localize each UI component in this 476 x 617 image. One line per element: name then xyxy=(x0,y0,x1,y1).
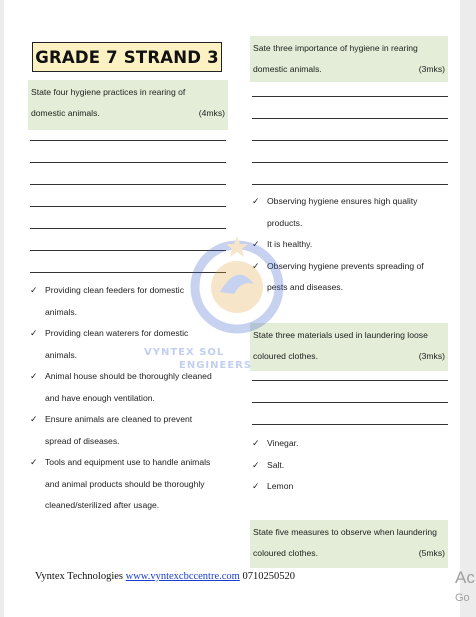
list-item-text: products. xyxy=(267,217,303,228)
answer-line[interactable] xyxy=(30,272,226,273)
check-icon: ✓ xyxy=(30,328,38,338)
list-item xyxy=(252,476,450,498)
list-item-text: Providing clean waterers for domestic xyxy=(45,328,189,338)
question-text-line1: Sate three importance of hygiene in rearing xyxy=(253,43,418,53)
list-item xyxy=(30,323,230,345)
list-item xyxy=(252,455,450,477)
check-icon: ✓ xyxy=(252,438,260,448)
question-importance-of-hygiene xyxy=(250,36,448,82)
page-title: GRADE 7 STRAND 3 xyxy=(32,42,222,72)
list-item-text: Providing clean feeders for domestic xyxy=(45,285,185,295)
list-item xyxy=(252,191,450,213)
answer-line[interactable] xyxy=(30,206,226,207)
question-marks: (5mks) xyxy=(418,548,445,558)
list-item-text: Vinegar. xyxy=(267,438,299,448)
answer-line[interactable] xyxy=(30,162,226,163)
answer-line[interactable] xyxy=(30,140,226,141)
watermark-text: ENGINEERS xyxy=(179,360,253,371)
check-icon: ✓ xyxy=(252,481,260,491)
activate-windows-sub: Go xyxy=(455,592,470,604)
list-item xyxy=(30,431,230,453)
list-item-text: animals. xyxy=(45,349,77,360)
answer-line[interactable] xyxy=(252,424,448,425)
list-item xyxy=(30,280,230,302)
list-item xyxy=(30,388,230,410)
list-item xyxy=(30,409,230,431)
answer-line[interactable] xyxy=(30,250,226,251)
question-text-line2: coloured clothes. xyxy=(253,548,318,558)
list-item-text: spread of diseases. xyxy=(45,435,120,446)
check-icon: ✓ xyxy=(252,260,260,271)
question-laundering-measures xyxy=(250,520,448,568)
footer xyxy=(35,571,295,582)
list-item xyxy=(30,302,230,324)
check-icon: ✓ xyxy=(30,457,38,467)
check-icon: ✓ xyxy=(30,371,38,381)
answer-line[interactable] xyxy=(252,140,448,141)
footer-website-link[interactable]: www.vyntexcbccentre.com xyxy=(125,571,240,582)
answer-list-hygiene-practices xyxy=(30,280,230,517)
question-text-line1: State five measures to observe when laundering xyxy=(253,527,437,537)
list-item-text: Lemon xyxy=(267,481,294,491)
list-item-text: pests and diseases. xyxy=(267,282,343,292)
check-icon: ✓ xyxy=(30,285,38,295)
list-item xyxy=(252,213,450,235)
list-item-text: Tools and equipment use to handle animals xyxy=(45,457,211,467)
list-item xyxy=(252,256,450,278)
list-item-text: and have enough ventilation. xyxy=(45,392,155,403)
answer-line[interactable] xyxy=(252,96,448,97)
question-text-line2: domestic animals. xyxy=(253,64,322,74)
check-icon: ✓ xyxy=(252,239,260,249)
list-item xyxy=(30,495,230,517)
footer-company: Vyntex Technologies xyxy=(35,571,124,582)
list-item xyxy=(30,452,230,474)
question-marks: (4mks) xyxy=(198,108,225,118)
question-hygiene-practices xyxy=(28,80,228,130)
list-item-text: Animal house should be thoroughly cleaned xyxy=(45,371,212,381)
list-item-text: cleaned/sterilized after usage. xyxy=(45,500,160,510)
check-icon: ✓ xyxy=(30,414,38,424)
answer-line[interactable] xyxy=(252,118,448,119)
question-text-line2: domestic animals. xyxy=(31,108,100,118)
answer-line[interactable] xyxy=(30,228,226,229)
list-item xyxy=(252,277,450,299)
answer-line[interactable] xyxy=(252,162,448,163)
answer-line[interactable] xyxy=(252,184,448,185)
list-item xyxy=(30,474,230,496)
list-item-text: animals. xyxy=(45,306,77,317)
answer-line[interactable] xyxy=(252,402,448,403)
answer-list-laundering-materials xyxy=(252,433,450,498)
worksheet-page xyxy=(4,0,460,617)
list-item-text: Observing hygiene prevents spreading of xyxy=(267,260,424,271)
check-icon: ✓ xyxy=(252,196,260,206)
question-marks: (3mks) xyxy=(418,64,445,74)
activate-windows-overlay: Ac xyxy=(455,568,475,587)
question-text-line1: State three materials used in laundering loose xyxy=(253,330,428,340)
list-item-text: Ensure animals are cleaned to prevent xyxy=(45,414,193,424)
question-laundering-materials xyxy=(250,323,448,371)
check-icon: ✓ xyxy=(252,459,260,470)
list-item-text: It is healthy. xyxy=(267,239,313,249)
watermark-text: VYNTEX SOL xyxy=(144,347,225,358)
question-text-line1: State four hygiene practices in rearing of xyxy=(31,87,186,97)
list-item xyxy=(252,433,450,455)
list-item xyxy=(252,234,450,256)
footer-phone: 0710250520 xyxy=(242,571,295,582)
answer-line[interactable] xyxy=(252,380,448,381)
list-item-text: Salt. xyxy=(267,459,285,470)
question-text-line2: coloured clothes. xyxy=(253,351,318,361)
question-marks: (3mks) xyxy=(418,351,445,361)
list-item-text: and animal products should be thoroughly xyxy=(45,478,205,489)
answer-line[interactable] xyxy=(30,184,226,185)
answer-list-importance xyxy=(252,191,450,299)
list-item-text: Observing hygiene ensures high quality xyxy=(267,196,418,206)
